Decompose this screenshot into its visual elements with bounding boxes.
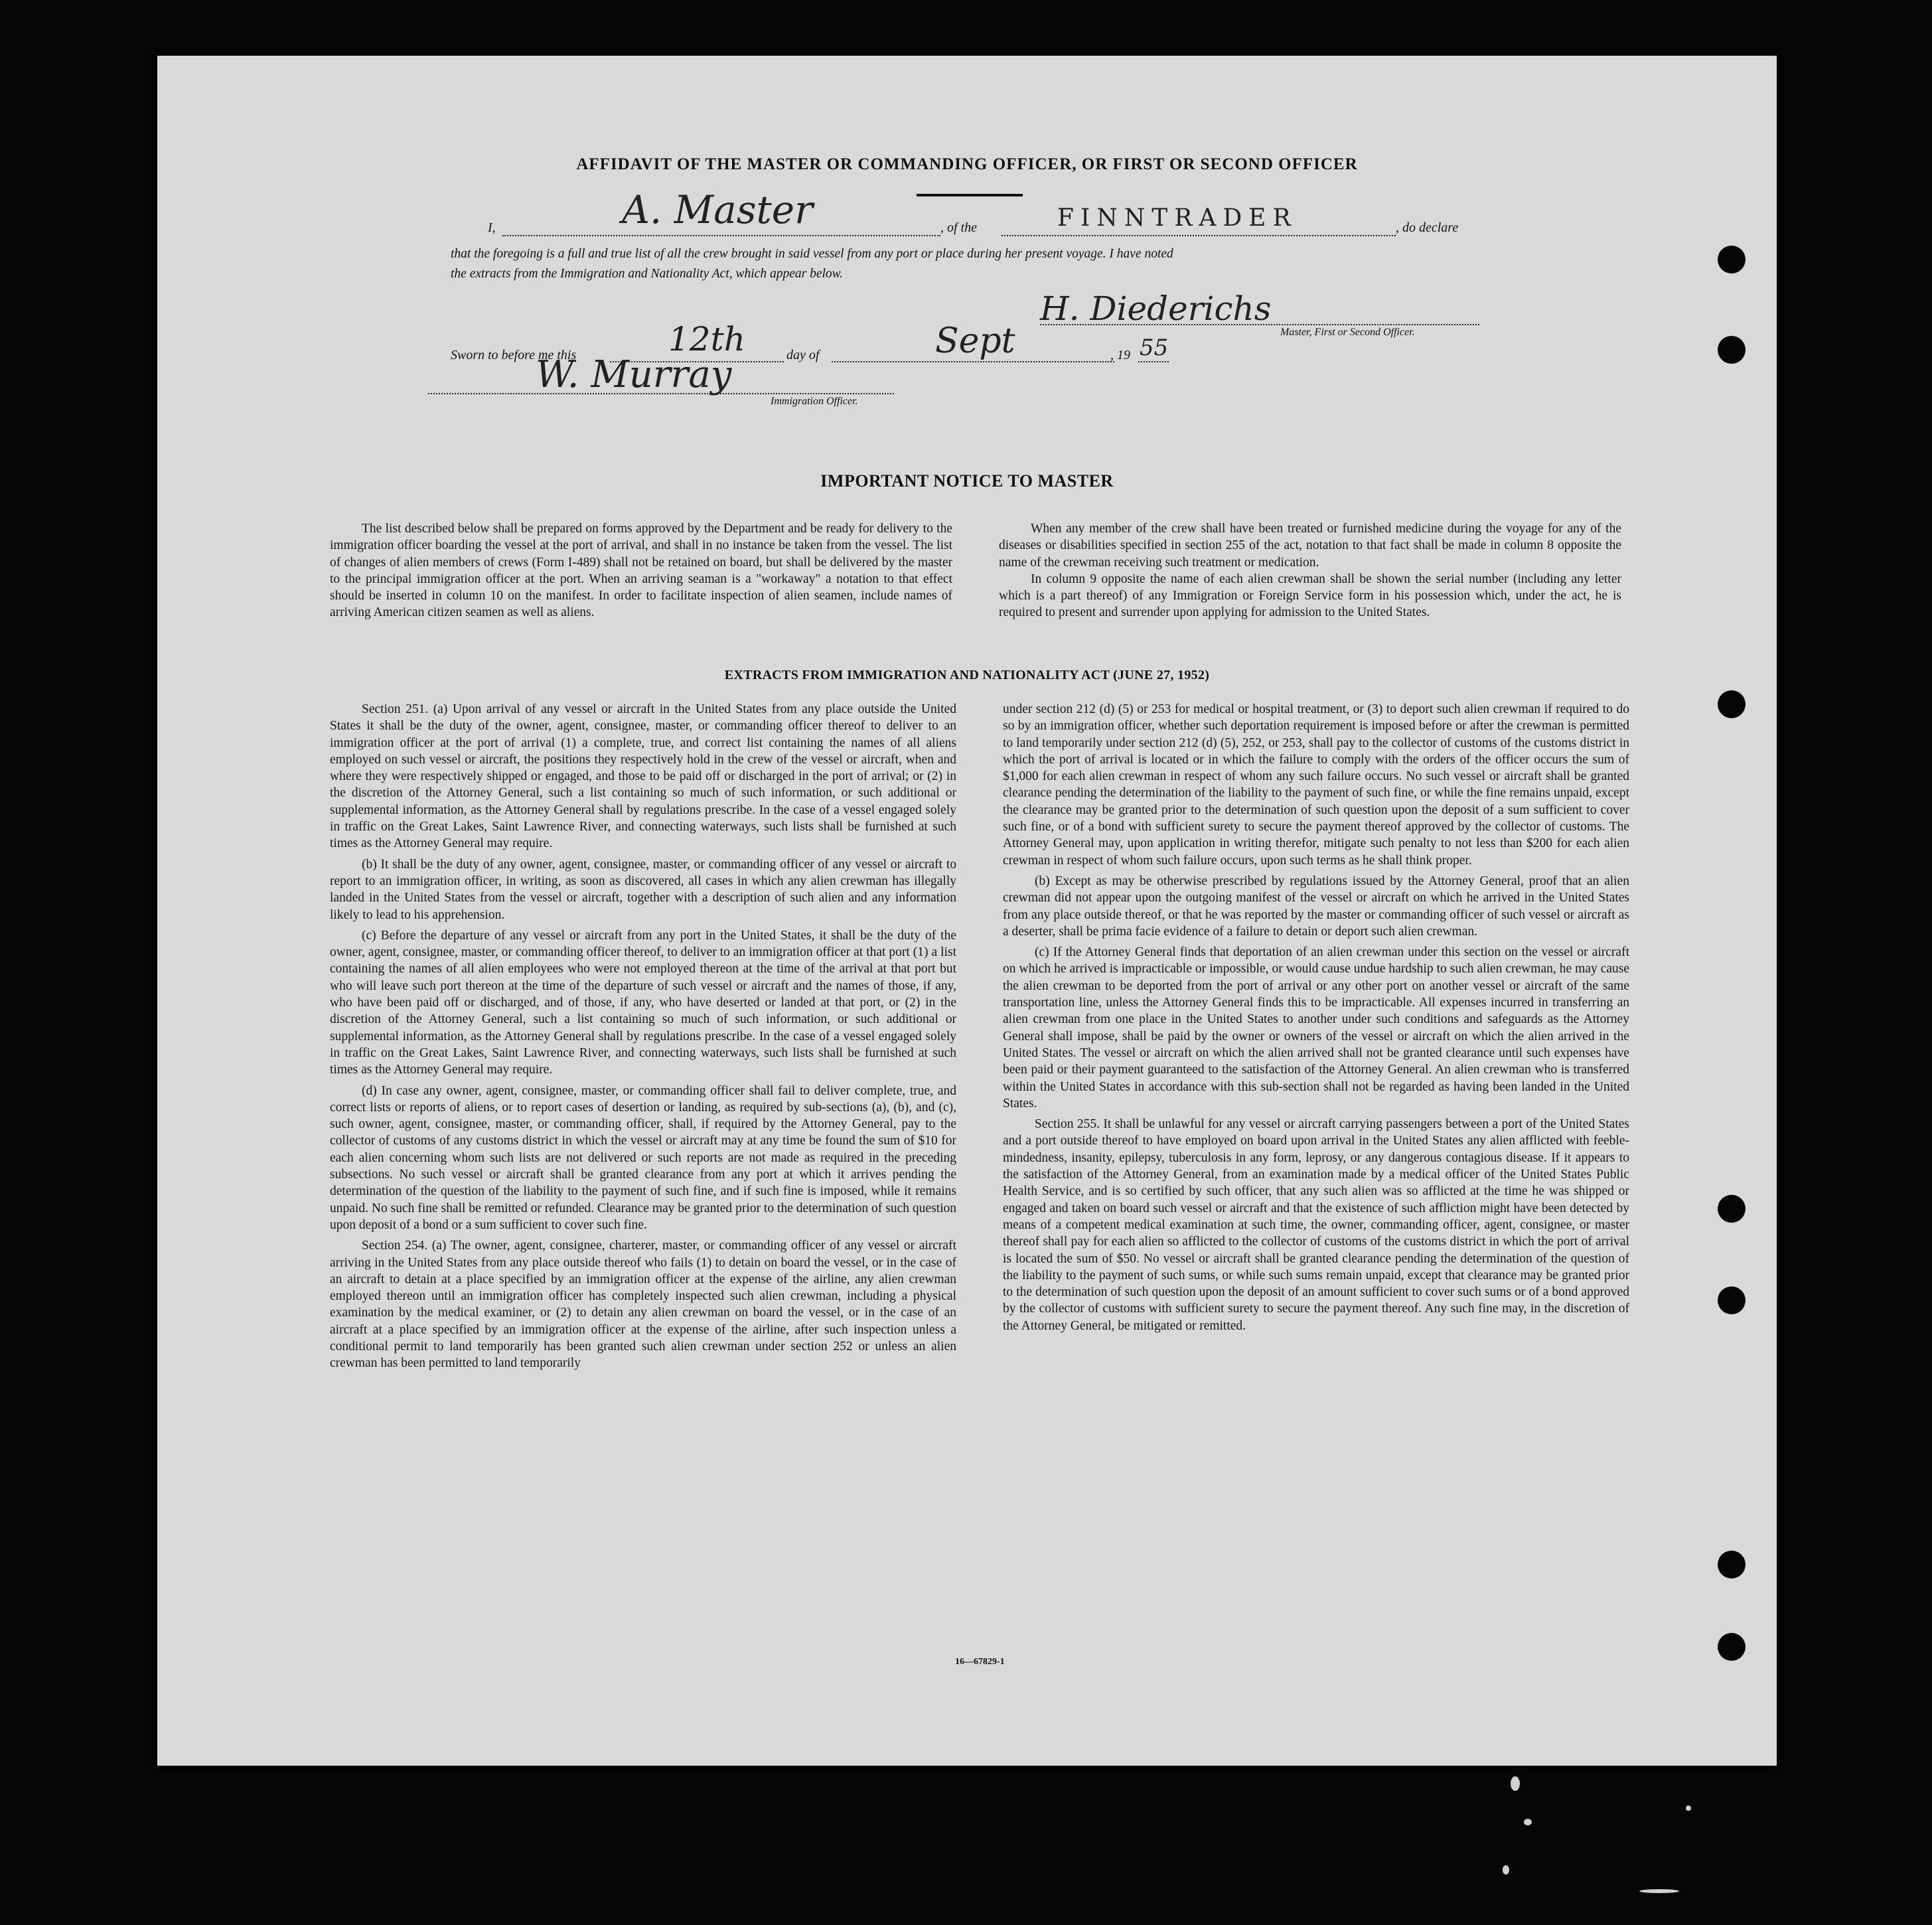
- sworn-label: Sworn to before me this: [451, 348, 577, 362]
- film-speck: [1686, 1806, 1691, 1811]
- binder-hole: [1718, 690, 1746, 718]
- sworn-month: Sept: [935, 321, 1015, 361]
- notice-left-column: [330, 520, 952, 625]
- notice-right-column: [999, 520, 1621, 625]
- title-rule: [917, 194, 1023, 196]
- binder-hole: [1718, 1195, 1746, 1223]
- affidavit-title: AFFIDAVIT OF THE MASTER OR COMMANDING OFFICER, OR FIRST OR SECOND OFFICER: [576, 155, 1358, 173]
- binder-hole: [1718, 1286, 1746, 1314]
- immigration-signature: W. Murray: [536, 353, 732, 396]
- label-year: , 19: [1110, 348, 1130, 362]
- sworn-day: 12th: [668, 320, 745, 358]
- officer-signature-line: [1040, 324, 1479, 325]
- extracts-title: EXTRACTS FROM IMMIGRATION AND NATIONALITY ACT (JUNE 27, 1952): [724, 668, 1210, 682]
- extracts-left-column: [330, 701, 956, 1376]
- section-254-a-continued: under section 212 (d) (5) or 253 for medical or hospital treatment, or (3) to deport such alien crewman if required to do so by an immigration officer, whether such deportation requirement is imposed before or after the crewman is permitted to land temporarily under section 212 (d) (5), 252, or 253, shall pay to the collector of customs of the customs district in which the port of arrival is located or in which the failure to comply with the orders of the officer occurs the sum of $1,000 for each alien crewman in respect of whom any such failure occurs. No such vessel or aircraft shall be granted clearance pending the determination of the liability to the payment of such fine, or while the fine remains unpaid, except the clearance may be granted prior to the determination of such question upon the deposit of a sum sufficient to cover such fine, or of a bond with sufficient surety to secure the payment thereof approved by the collector of customs. The Attorney General may, upon application in writing therefor, mitigate such penalty to not less than $200 for each alien crewman in respect of whom such failure occurs, upon such terms as he shall think proper.: [1003, 702, 1629, 868]
- notice-left-paragraph: The list described below shall be prepared on forms approved by the Department and be ready for delivery to the immigration officer boarding the vessel at the port of arrival, and shall in no instance be taken from the vessel. The list of changes of alien members of crews (Form I-489) shall not be retained on board, but shall be delivered by the master to the principal immigration officer at the port. When an arriving seaman is a "workaway" a notation to that effect should be inserted in column 10 on the manifest. In order to facilitate inspection of alien seamen, include names of arriving American citizen seamen as well as aliens.: [330, 522, 952, 620]
- binder-hole: [1718, 1551, 1746, 1579]
- declaration-line-1: that the foregoing is a full and true list of all the crew brought in said vessel from any port or place during her present voyage. I have noted: [451, 247, 1173, 261]
- sworn-month-line: [832, 361, 1114, 362]
- vessel-name: FINNTRADER: [1057, 204, 1298, 232]
- section-254-a: Section 254. (a) The owner, agent, consignee, charterer, master, or commanding officer of any vessel or aircraft arriving in the United States from any place outside thereof who fails (1) to detain on board the vessel, or in the case of an aircraft to detain at a place specified by an immigration officer at the expense of the airline, any alien crewman employed thereon until an immigration officer has completely inspected such alien crewman, including a physical examination by the medical examiner, or (2) to detain any alien crewman on board the vessel, or in the case of an aircraft at a place specified by an immigration officer at the expense of the airline, after such inspection unless a conditional permit to land temporarily has been granted such alien crewman under section 252 or unless an alien crewman has been permitted to land temporarily: [330, 1239, 956, 1371]
- label-day-of: day of: [786, 348, 820, 362]
- master-name-line: [502, 235, 940, 236]
- immigration-caption: Immigration Officer.: [771, 396, 858, 407]
- sworn-year: 55: [1140, 335, 1169, 361]
- document-page: [157, 56, 1777, 1766]
- vessel-name-line: [1002, 235, 1396, 236]
- section-251-c: (c) Before the departure of any vessel or aircraft from any port in the United States, it shall be the duty of the owner, agent, consignee, master, or commanding officer thereof, to deliver to an immigration officer at that port (1) a list containing the names of all alien employees who were not employed thereon at the time of the arrival at that port but who will leave such port thereon at the time of the departure of such vessel or aircraft and the names of those, if any, who have been paid off or discharged, and of those, if any, who have deserted or landed at that port, or (2) in the discretion of the Attorney General, such a list containing so much of such information, or such additional or supplemental information, as the Attorney General shall by regulations prescribe. In the case of a vessel engaged solely in traffic on the Great Lakes, Saint Lawrence River, and connecting waterways, such lists shall be furnished at such times as the Attorney General may require.: [330, 928, 956, 1077]
- master-signature: A. Master: [622, 187, 813, 232]
- section-254-b: (b) Except as may be otherwise prescribed by regulations issued by the Attorney General, proof that an alien crewman did not appear upon the outgoing manifest of the vessel or aircraft on which he arrived in the United States from any place outside thereof, or that he was reported by the master or commanding officer of such vessel or aircraft as a deserter, shall be prima facie evidence of a failure to detain or deport such alien crewman.: [1003, 874, 1629, 939]
- binder-hole: [1718, 336, 1746, 364]
- binder-hole: [1718, 246, 1746, 273]
- section-251-d: (d) In case any owner, agent, consignee, master, or commanding officer shall fail to deliver complete, true, and correct lists or reports of aliens, or to report cases of desertion or landing, as required by sub-sections (a), (b), and (c), such owner, agent, consignee, master, or commanding officer, shall, if required by the Attorney General, pay to the collector of customs of any customs district in which the vessel or aircraft may at any time be found the sum of $10 for each alien concerning whom such lists are not delivered or such reports are not made as required in the preceding subsections. No such vessel or aircraft shall be granted clearance from any port at which it arrives pending the determination of the question of the liability to the payment of such fine, and if such fine is imposed, while it remains unpaid. No such fine shall be remitted or refunded. Clearance may be granted prior to the determination of such question upon deposit of a bond or a sum sufficient to cover such fine.: [330, 1083, 956, 1232]
- section-251-b: (b) It shall be the duty of any owner, agent, consignee, master, or commanding officer of any vessel or aircraft to report to an immigration officer, in writing, as soon as discovered, all cases in which any alien crewman has illegally landed in the United States from the vessel or aircraft, together with a description of such alien and any information likely to lead to his apprehension.: [330, 857, 956, 922]
- section-254-c: (c) If the Attorney General finds that deportation of an alien crewman under this section on the vessel or aircraft on which he arrived is impracticable or impossible, or would cause undue hardship to such alien crewman, he may cause the alien crewman to be deported from the port of arrival or any other port on another vessel or aircraft of the same transportation line, unless the Attorney General finds this to be impracticable. All expenses incurred in transferring an alien crewman from one place in the United States to another under such conditions and safeguards as the Attorney General shall impose, shall be paid by the owner or owners of the vessel or aircraft on which the alien arrived in the United States. The vessel or aircraft on which the alien arrived shall not be granted clearance until such expenses have been paid or their payment guaranteed to the satisfaction of the Attorney General. An alien crewman who is transferred within the United States in accordance with this sub-section shall not be regarded as having been landed in the United States.: [1003, 945, 1629, 1111]
- year-line: [1138, 361, 1169, 362]
- binder-hole: [1718, 1633, 1746, 1661]
- notice-right-paragraph-2: In column 9 opposite the name of each alien crewman shall be shown the serial number (including any letter which is a part thereof) of any Immigration or Foreign Service form in his possession which, under the act, he is required to present and surrender upon applying for admission to the United States.: [999, 572, 1621, 620]
- notice-title: IMPORTANT NOTICE TO MASTER: [820, 471, 1114, 491]
- section-251-a: Section 251. (a) Upon arrival of any vessel or aircraft in the United States from any place outside the United States it shall be the duty of the owner, agent, consignee, master, or commanding officer thereof to deliver to an immigration officer at the port of arrival (1) a complete, true, and correct list containing the names of all aliens employed on such vessel or aircraft, the positions they respectively hold in the crew of the vessel or aircraft, when and where they were respectively shipped or engaged, and those to be paid off or discharged in the port of arrival; or (2) in the discretion of the Attorney General, such a list containing so much of such information, or such additional or supplemental information, as the Attorney General shall by regulations prescribe. In the case of a vessel engaged solely in traffic on the Great Lakes, Saint Lawrence River, and connecting waterways, such lists shall be furnished at such times as the Attorney General may require.: [330, 702, 956, 851]
- label-do-declare: , do declare: [1396, 220, 1459, 235]
- officer-caption: Master, First or Second Officer.: [1280, 327, 1415, 338]
- film-speck: [1524, 1819, 1532, 1825]
- film-speck: [1503, 1865, 1509, 1875]
- form-number: 16—67829-1: [955, 1657, 1005, 1667]
- film-speck: [1639, 1889, 1679, 1893]
- extracts-right-column: [1003, 701, 1629, 1338]
- label-of-the: , of the: [940, 220, 977, 235]
- film-speck: [1511, 1776, 1520, 1791]
- officer-signature: H. Diederichs: [1040, 289, 1272, 328]
- section-255: Section 255. It shall be unlawful for any vessel or aircraft carrying passengers between a port of the United States and a port outside thereof to have employed on board upon arrival in the United States any alien afflicted with feeble-mindedness, insanity, epilepsy, tuberculosis in any form, leprosy, or any dangerous contagious disease. If it appears to the satisfaction of the Attorney General, from an examination made by a medical officer of the United States Public Health Service, and is so certified by such officer, that any such alien was so afflicted at the time he was shipped or engaged and taken on board such vessel or aircraft and that the existence of such affliction might have been detected by means of a competent medical examination at such time, the owner, commanding officer, agent, consignee, or master thereof shall pay for each alien so afflicted to the collector of customs of the customs district in which the port of arrival is located the sum of $50. No vessel or aircraft shall be granted clearance pending the determination of the question of the liability to the payment of such sums, or while such sums remain unpaid, except that clearance may be granted prior to the determination of such question upon the deposit of an amount sufficient to cover such sums or of a bond approved by the collector of customs with sufficient surety to secure the payment thereof. Any such fine may, in the discretion of the Attorney General, be mitigated or remitted.: [1003, 1117, 1629, 1333]
- declaration-line-2: the extracts from the Immigration and Nationality Act, which appear below.: [451, 267, 844, 281]
- label-i: I,: [488, 220, 496, 235]
- notice-right-paragraph-1: When any member of the crew shall have been treated or furnished medicine during the voyage for any of the diseases or disabilities specified in section 255 of the act, notation to that fact shall be made in column 8 opposite the name of the crewman receiving such treatment or medication.: [999, 522, 1621, 570]
